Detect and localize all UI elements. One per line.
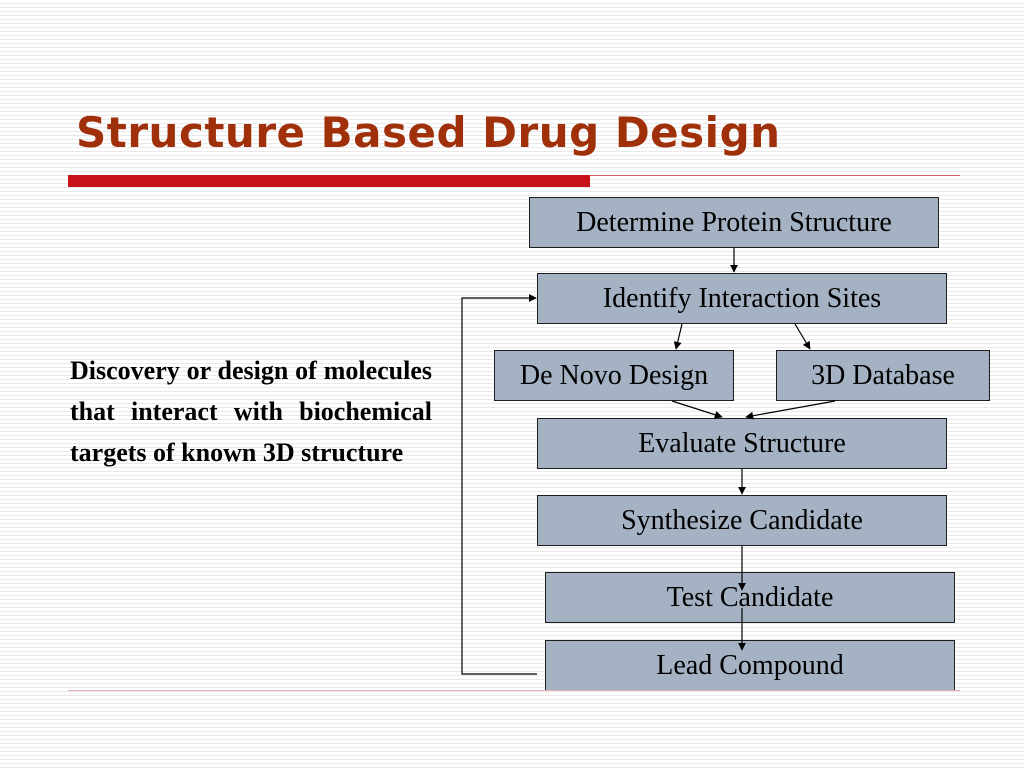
step-determine-protein-structure: Determine Protein Structure xyxy=(529,197,939,248)
arrow-database-to-evaluate xyxy=(746,401,835,417)
title-underline-rule xyxy=(590,175,960,176)
arrow-sites-to-database xyxy=(795,324,810,349)
step-de-novo-design: De Novo Design xyxy=(494,350,734,401)
arrow-sites-to-denovo xyxy=(676,324,682,349)
step-3d-database: 3D Database xyxy=(776,350,990,401)
arrow-denovo-to-evaluate xyxy=(672,401,722,417)
step-evaluate-structure: Evaluate Structure xyxy=(537,418,947,469)
step-identify-interaction-sites: Identify Interaction Sites xyxy=(537,273,947,324)
footer-rule xyxy=(68,690,960,691)
description-text: Discovery or design of molecules that interact with biochemical targets of known 3D structure xyxy=(70,356,432,467)
step-synthesize-candidate: Synthesize Candidate xyxy=(537,495,947,546)
step-lead-compound: Lead Compound xyxy=(545,640,955,691)
slide-title: Structure Based Drug Design xyxy=(76,108,781,157)
step-test-candidate: Test Candidate xyxy=(545,572,955,623)
title-underline-bar xyxy=(68,175,590,187)
